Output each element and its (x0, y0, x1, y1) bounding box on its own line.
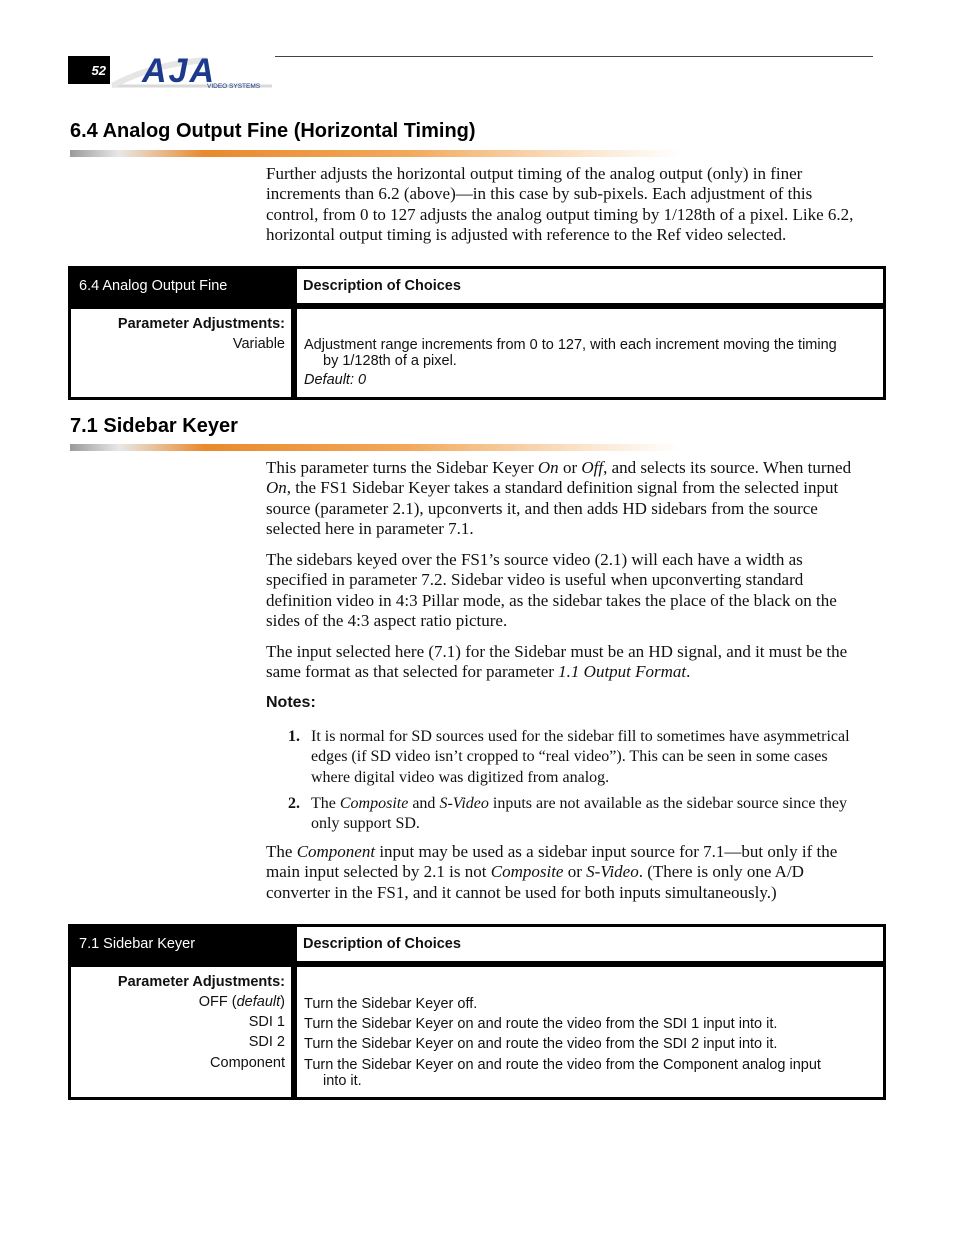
param-label-variable: Variable (232, 336, 285, 352)
table-6-4 (68, 266, 886, 400)
note-number: 2. (288, 795, 300, 812)
aja-logo (112, 52, 277, 90)
table-desc-column (297, 309, 883, 397)
param-label-off: OFF (default) (198, 994, 285, 1010)
section-heading-7-1: 7.1 Sidebar Keyer (70, 415, 238, 437)
paragraph-6-4: Further adjusts the horizontal output timing of the analog output (only) in finer increments than 6.2 (above)—in this case by sub-pixels. Each adjustment of this control, from 0 to 127 adjusts the analog output timing by 1/128th of a pixel. Like 6.2, horizontal output timing is adjusted with reference to the Ref video selected. (266, 164, 854, 245)
heading-underline (70, 150, 680, 157)
note-item (288, 794, 868, 835)
desc-off: Turn the Sidebar Keyer off. (304, 996, 478, 1012)
page-number: 52 (68, 56, 110, 84)
param-label-sdi1: SDI 1 (248, 1014, 285, 1030)
notes-heading: Notes: (266, 694, 316, 711)
default-value: Default: 0 (304, 372, 367, 388)
table-column-header: Description of Choices (297, 927, 883, 961)
logo-text: AJA (142, 52, 217, 90)
note-text: It is normal for SD sources used for the sidebar fill to sometimes have asymmetrical edges (if SD video isn’t cropped to “real video”). This can be seen in some cases where digital video was digitized from analog. (311, 728, 850, 786)
param-title: Parameter Adjustments: (117, 974, 285, 990)
desc-sdi2: Turn the Sidebar Keyer on and route the video from the SDI 2 input into it. (304, 1036, 778, 1052)
section-heading-6-4: 6.4 Analog Output Fine (Horizontal Timing) (70, 120, 476, 142)
param-label-sdi2: SDI 2 (248, 1034, 285, 1050)
header-rule (275, 56, 873, 57)
table-title: 7.1 Sidebar Keyer (79, 936, 196, 952)
table-7-1 (68, 924, 886, 1100)
table-param-column (71, 967, 291, 1097)
param-label-component: Component (210, 1055, 285, 1071)
paragraph-7-1-intro: This parameter turns the Sidebar Keyer On or Off, and selects its source. When turned On, the FS1 Sidebar Keyer takes a standard definition signal from the selected input source (parameter 2.1), upconverts it, and then adds HD sidebars from the source selected here in parameter 7.1. (266, 458, 852, 539)
paragraph-7-1-sidebars: The sidebars keyed over the FS1’s source video (2.1) will each have a width as specified in parameter 7.2. Sidebar video is useful when upconverting standard definition video in 4:3 Pillar mode, as the sidebar takes the place of the black on the sides of the 4:3 aspect ratio picture. (266, 550, 837, 631)
logo-subtext: VIDEO SYSTEMS (207, 83, 261, 90)
param-title: Parameter Adjustments: (117, 316, 285, 332)
table-title: 6.4 Analog Output Fine (79, 278, 228, 294)
paragraph-7-1-component: The Component input may be used as a sidebar input source for 7.1—but only if the main input selected by 2.1 is not Composite or S-Video. (There is only one A/D converter in the FS1, and it cannot be used for both inputs simultaneously.) (266, 842, 838, 902)
note-item (288, 727, 868, 788)
table-column-header: Description of Choices (297, 269, 883, 303)
heading-underline (70, 444, 680, 451)
table-param-column (71, 309, 291, 397)
desc-sdi1: Turn the Sidebar Keyer on and route the video from the SDI 1 input into it. (304, 1016, 778, 1032)
note-number: 1. (288, 728, 300, 745)
desc-variable: Adjustment range increments from 0 to 127, with each increment moving the timing by 1/128th of a pixel. (304, 337, 837, 369)
note-text: The Composite and S-Video inputs are not available as the sidebar source since they only support SD. (311, 795, 847, 833)
desc-component: Turn the Sidebar Keyer on and route the video from the Component analog input into it. (304, 1057, 821, 1089)
table-desc-column (297, 967, 883, 1097)
paragraph-7-1-input: The input selected here (7.1) for the Sidebar must be an HD signal, and it must be the same format as that selected for parameter 1.1 Output Format. (266, 642, 848, 682)
